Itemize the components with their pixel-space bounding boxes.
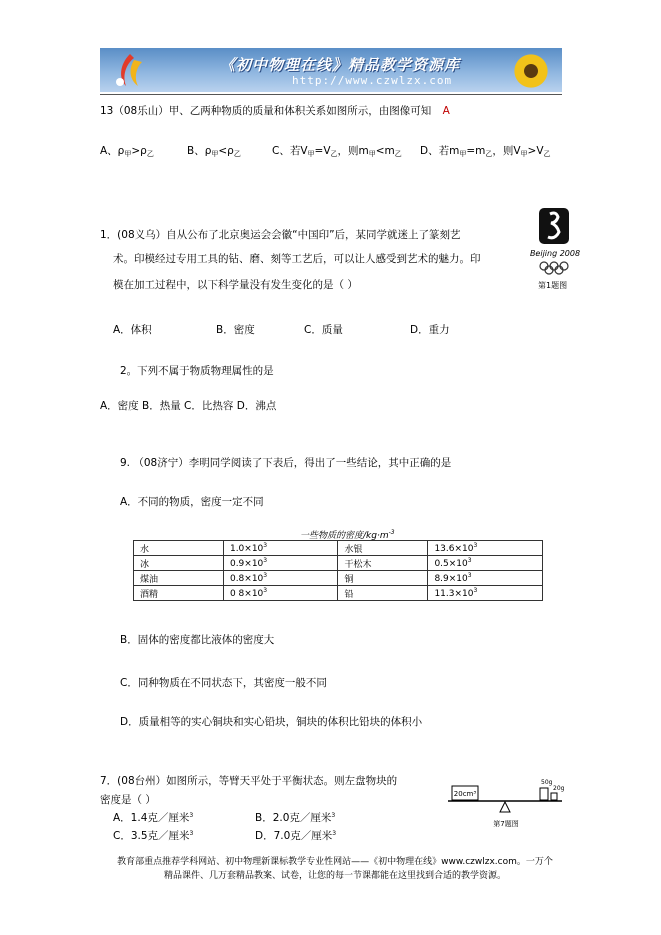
svg-text:第7题图: 第7题图 [493, 820, 519, 828]
table-row: 煤油 $0.8\times 10^3$ 铜 $8.9\times 10^3$ [134, 571, 543, 586]
q1-option-d: D．重力 [410, 324, 450, 336]
q1-figure-caption: 第1题图 [538, 281, 568, 290]
balance-scale-icon [446, 776, 566, 836]
q1-line1: 1．(08义乌）自从公布了北京奥运会会徽“中国印”后，某同学就迷上了篆刻艺 [100, 229, 461, 241]
q9-option-a: A．不同的物质，密度一定不同 [120, 496, 264, 508]
footer-line2: 精品课件、几万套精品教案、试卷，让您的每一节课都能在这里找到合适的教学资源。 [163, 871, 506, 881]
svg-text:50g: 50g [541, 779, 553, 786]
density-table-caption: 一些物质的密度$/kg\cdot m^{-3}$ [300, 529, 395, 541]
table-row: 酒精 0 $8\times 10^3$ 铅 $11.3\times 10^3$ [134, 586, 543, 601]
page-footer [100, 855, 570, 883]
svg-text:20cm³: 20cm³ [453, 790, 477, 798]
q9-option-b: B．固体的密度都比液体的密度大 [120, 634, 275, 646]
q7-line2: 密度是（ ） [100, 794, 156, 806]
q13-option-c: C、若$V_甲=V_乙$，则$m_甲<m_乙$ [272, 145, 402, 158]
svg-text:20g: 20g [553, 785, 565, 792]
banner-title: 《初中物理在线》精品教学资源库 [220, 56, 461, 74]
q1-option-a: A．体积 [113, 324, 152, 336]
beijing-2008-logo-icon [530, 206, 580, 280]
q13-stem [100, 103, 450, 118]
q13-option-d: D、若$m_甲=m_乙$，则$V_甲>V_乙$ [420, 145, 551, 158]
q7-option-a: A．1.4克／厘米$^3$ [113, 812, 194, 824]
footer-line1: 教育部重点推荐学科网站、初中物理新课标教学专业性网站——《初中物理在线》www.czwlzx.com。一万个 [117, 857, 553, 867]
q9-option-d: D．质量相等的实心铜块和实心铅块，铜块的体积比铅块的体积小 [120, 716, 423, 728]
q1-line3: 模在加工过程中，以下科学量没有发生变化的是（ ） [113, 279, 358, 291]
q7-option-b: B．2.0克／厘米$^3$ [255, 812, 336, 824]
banner-url[interactable]: http://www.czwlzx.com [292, 74, 453, 87]
density-table [133, 540, 543, 601]
q9-option-c: C．同种物质在不同状态下，其密度一般不同 [120, 677, 327, 689]
q1-figure [530, 206, 580, 292]
table-row: 冰 $0.9\times 10^3$ 干松木 $0.5\times 10^3$ [134, 556, 543, 571]
sunflower-icon [514, 54, 548, 88]
q7-option-d: D．7.0克／厘米$^3$ [255, 830, 337, 842]
q1-line2: 术。印模经过专用工具的钻、磨、刻等工艺后，可以让人感受到艺术的魅力。印 [113, 253, 481, 265]
q13-option-a: A、$\rho_甲>\rho_乙$ [100, 145, 154, 158]
q1-option-c: C．质量 [304, 324, 343, 336]
q13-answer: A [442, 105, 450, 117]
q13-stem-text: 13（08乐山）甲、乙两种物质的质量和体积关系如图所示，由图像可知 [100, 105, 432, 117]
q13-option-b: B、$\rho_甲<\rho_乙$ [187, 145, 241, 158]
q9-stem: 9. （08济宁）李明同学阅读了下表后，得出了一些结论，其中正确的是 [120, 457, 452, 469]
svg-text:Beijing 2008: Beijing 2008 [530, 249, 580, 258]
q7-balance-figure [446, 776, 566, 836]
header-divider [100, 94, 562, 95]
q7-line1: 7．(08台州）如图所示，等臂天平处于平衡状态。则左盘物块的 [100, 775, 398, 787]
q2-stem: 2。下列不属于物质物理属性的是 [120, 365, 274, 377]
q1-option-b: B．密度 [216, 324, 255, 336]
q2-options: A．密度 B．热量 C．比热容 D．沸点 [100, 400, 277, 412]
header-banner [100, 48, 562, 92]
site-logo-icon [112, 52, 146, 88]
q7-option-c: C．3.5克／厘米$^3$ [113, 830, 194, 842]
table-row: 水 $1.0\times 10^3$ 水银 $13.6\times 10^3$ [134, 541, 543, 556]
